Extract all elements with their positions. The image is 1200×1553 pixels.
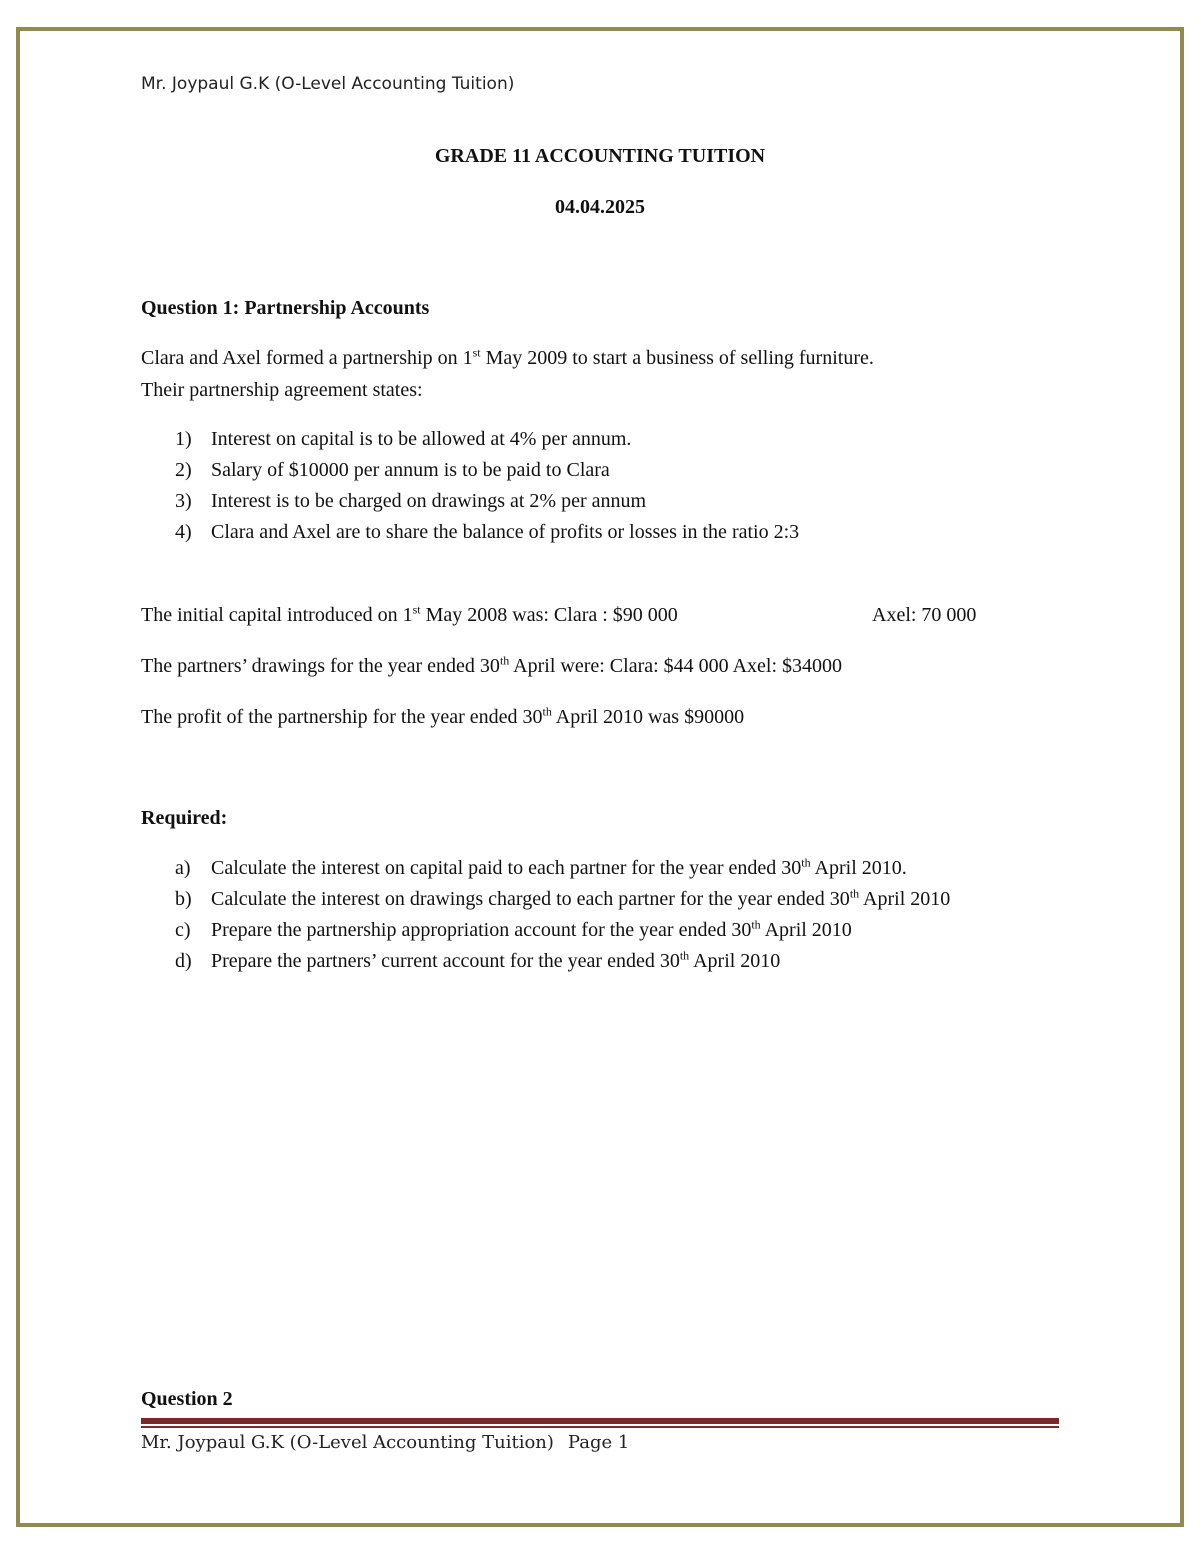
document-date: 04.04.2025 [555,196,645,218]
list-item: b) Calculate the interest on drawings charged to each partner for the year ended 30th April 2010 [175,886,951,910]
page-border [16,27,1184,1527]
list-item: 2) Salary of $10000 per annum is to be paid to Clara [175,459,610,481]
list-item: 3) Interest is to be charged on drawings at 2% per annum [175,490,647,512]
page-header: Mr. Joypaul G.K (O-Level Accounting Tuition) [141,74,515,94]
page-number: Page 1 [567,1432,630,1453]
question-2-heading: Question 2 [141,1388,233,1410]
list-item: a) Calculate the interest on capital paid to each partner for the year ended 30th April 2010. [175,855,907,879]
list-item: 1) Interest on capital is to be allowed at 4% per annum. [175,428,632,450]
intro-line-1: Clara and Axel formed a partnership on 1st May 2009 to start a business of selling furniture. [141,345,874,369]
page-footer: Mr. Joypaul G.K (O-Level Accounting Tuition) Page 1 [141,1432,630,1453]
profit-line: The profit of the partnership for the year ended 30th April 2010 was $90000 [141,704,745,728]
list-item: d) Prepare the partners’ current account for the year ended 30th April 2010 [175,948,781,972]
footer-rule-thick [141,1418,1059,1424]
list-item: c) Prepare the partnership appropriation account for the year ended 30th April 2010 [175,917,852,941]
axel-capital: Axel: 70 000 [872,604,977,626]
drawings-line: The partners’ drawings for the year ended 30th April were: Clara: $44 000 Axel: $34000 [141,653,843,677]
list-item: 4) Clara and Axel are to share the balance of profits or losses in the ratio 2:3 [175,521,800,543]
intro-line-2: Their partnership agreement states: [141,379,423,401]
question-1-heading: Question 1: Partnership Accounts [141,297,430,319]
agreement-rules-list [141,424,799,548]
required-label: Required: [141,807,228,829]
question-1-intro [141,342,874,406]
required-tasks-list [141,853,1041,977]
footer-rule-thin [141,1426,1059,1428]
initial-capital-line: The initial capital introduced on 1st May 2008 was: Clara : $90 000 Axel: 70 000 [141,599,678,631]
document-title: GRADE 11 ACCOUNTING TUITION [434,145,766,167]
